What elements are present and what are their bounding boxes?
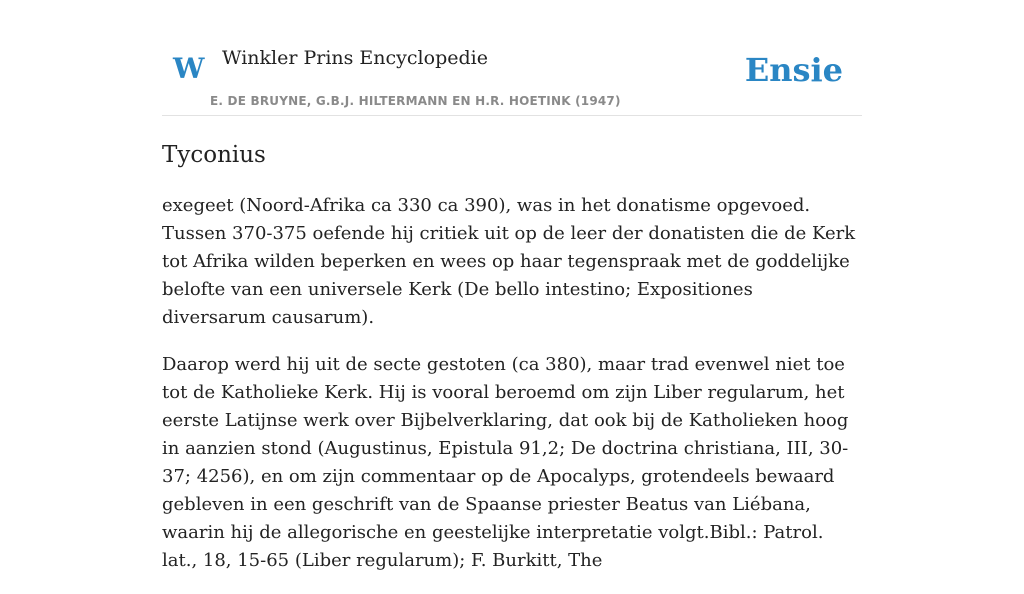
article-paragraph: Daarop werd hij uit de secte gestoten (ca 380), maar trad evenwel niet toe tot de Katholieke Kerk. Hij is vooral beroemd om zijn Liber regularum, het eerste Latijnse werk over Bijbelverklaring, dat ook bij de Katholieken hoog in aanzien stond (Augustinus, Epistula 91,2; De doctrina christiana, III, 30-37; 4256), en om zijn commentaar op de Apocalyps, grotendeels bewaard gebleven in een geschrift van de Spaanse priester Beatus van Liébana, waarin hij de allegorische en geestelijke interpretatie volgt.Bibl.: Patrol. lat., 18, 15-65 (Liber regularum); F. Burkitt, The [162, 354, 849, 571]
brand-logo-link[interactable]: Ensie [744, 51, 843, 89]
source-title[interactable]: Winkler Prins Encyclopedie [222, 47, 488, 69]
source-logo[interactable]: W [173, 52, 205, 85]
article-body [162, 192, 862, 594]
article-paragraph: exegeet (Noord-Afrika ca 330 ca 390), was in het donatisme opgevoed. Tussen 370-375 oefende hij critiek uit op de leer der donatisten die de Kerk tot Afrika wilden beperken en wees op haar tegenspraak met de goddelijke belofte van een universele Kerk (De bello intestino; Expositiones diversarum causarum). [162, 195, 856, 328]
article-title: Tyconius [162, 142, 266, 168]
source-authors: E. DE BRUYNE, G.B.J. HILTERMANN EN H.R. HOETINK (1947) [210, 94, 621, 108]
source-header [162, 38, 862, 116]
